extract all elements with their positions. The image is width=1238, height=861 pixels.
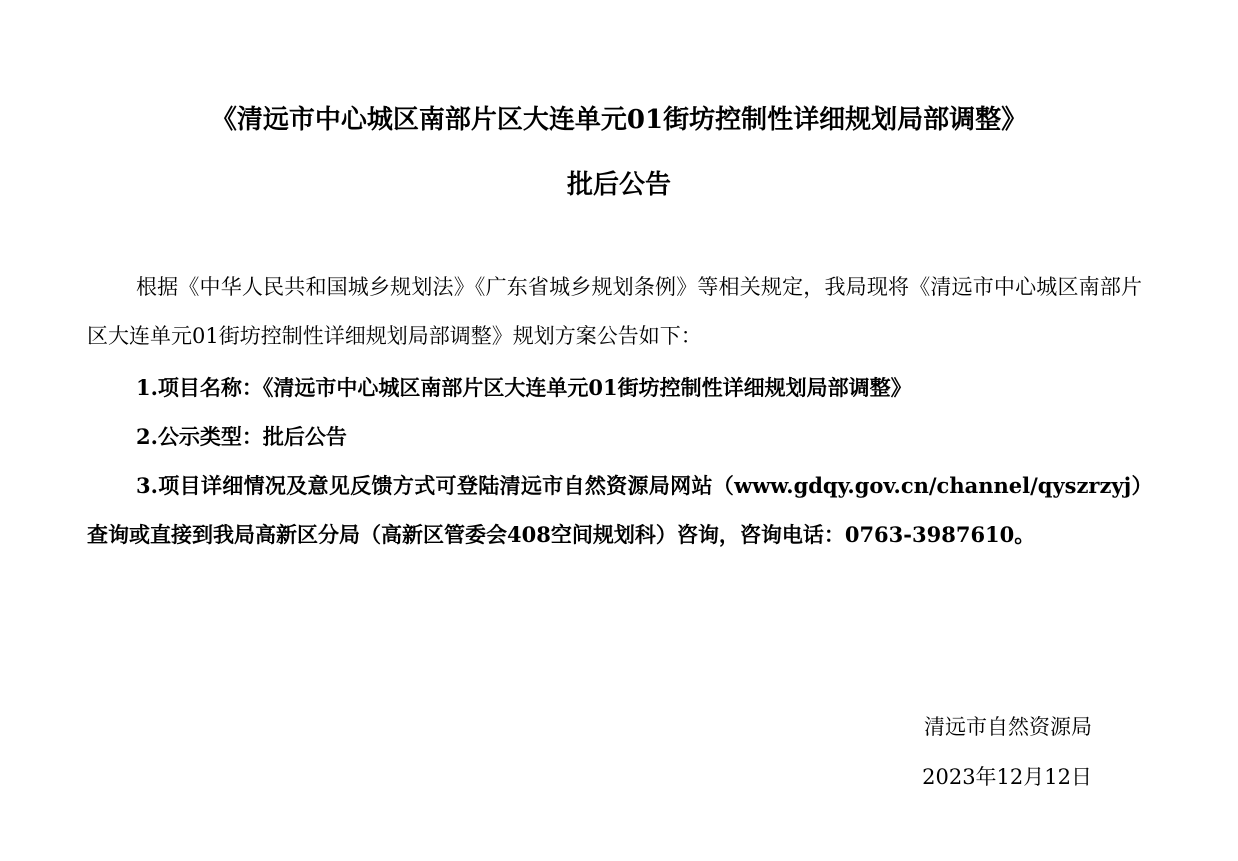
intro-paragraph: 根据《中华人民共和国城乡规划法》《广东省城乡规划条例》等相关规定，我局现将《清远市中心城区南部片区大连单元01街坊控制性详细规划局部调整》规划方案公告如下： [87, 275, 1142, 348]
document-subtitle: 批后公告 [566, 170, 671, 200]
item-contact-details: 3.项目详细情况及意见反馈方式可登陆清远市自然资源局网站（www.gdqy.gov.cn/channel/qyszrzyj）查询或直接到我局高新区分局（高新区管委会408空间规划科）咨询，咨询电话：0763-3987610。 [87, 473, 1142, 547]
item-1-block [87, 363, 1142, 412]
document-title: 《清远市中心城区南部片区大连单元01街坊控制性详细规划局部调整》 [210, 105, 1028, 135]
signature-organization: 清远市自然资源局 [924, 715, 1092, 739]
item-3-block [87, 461, 1142, 559]
item-project-name: 1.项目名称：《清远市中心城区南部片区大连单元01街坊控制性详细规划局部调整》 [136, 375, 912, 400]
signature-date: 2023年12月12日 [922, 765, 1092, 789]
intro-paragraph-block [87, 263, 1142, 361]
item-announcement-type: 2.公示类型：批后公告 [136, 424, 347, 449]
item-2-block [87, 412, 1142, 461]
